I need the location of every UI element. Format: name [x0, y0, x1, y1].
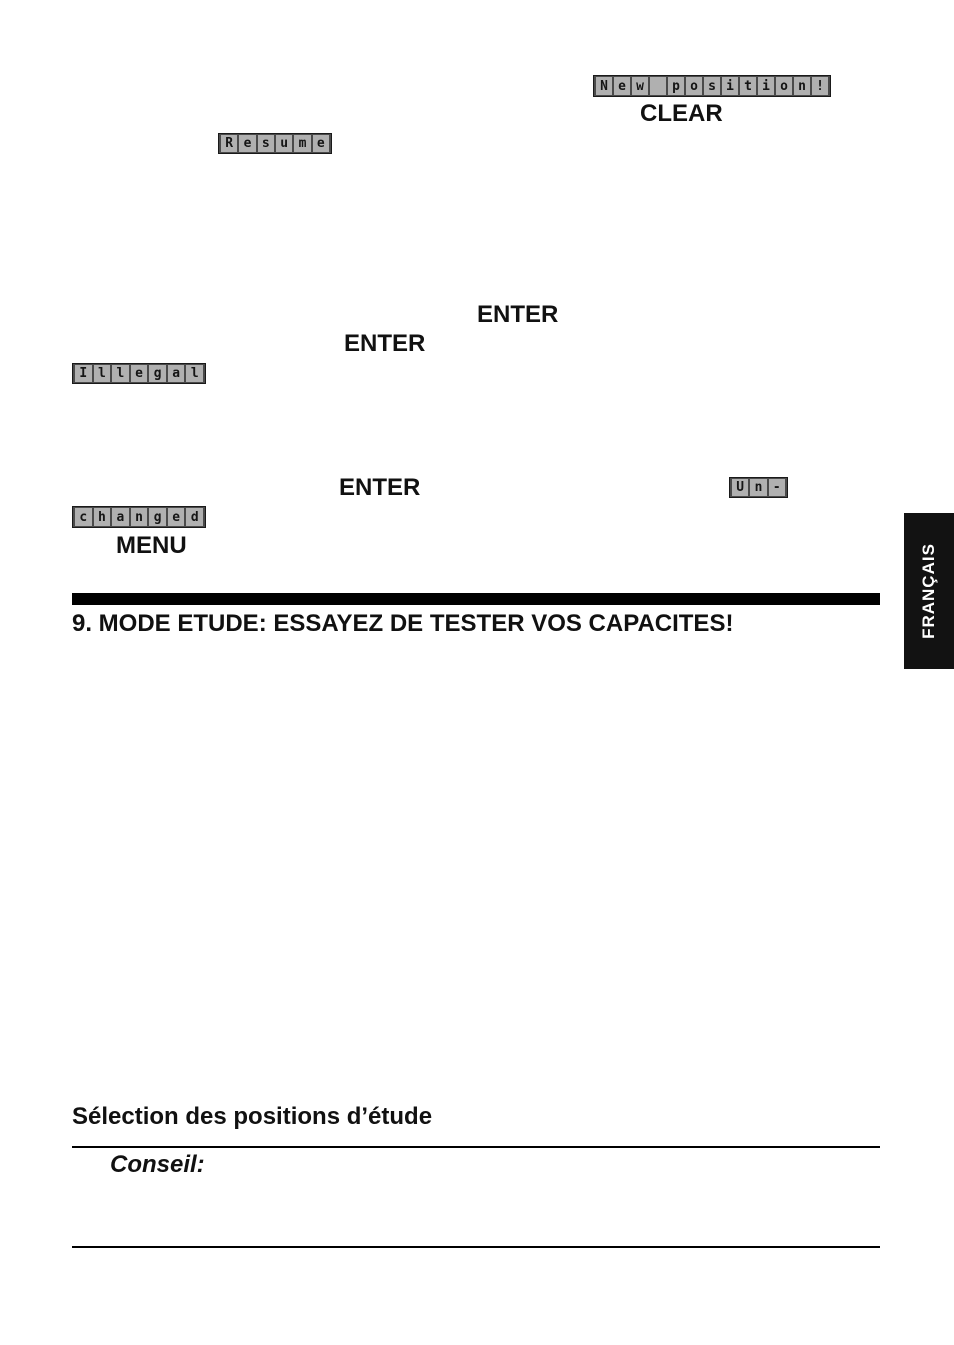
lcd-character: ! [812, 77, 828, 95]
tip-label: Conseil: [110, 1151, 205, 1178]
lcd-character: n [750, 479, 766, 496]
lcd-character: t [740, 77, 756, 95]
lcd-character: e [614, 77, 630, 95]
section-heading: 9. MODE ETUDE: ESSAYEZ DE TESTER VOS CAPACITES! [72, 610, 734, 637]
lcd-character: U [732, 479, 748, 496]
lcd-character: i [722, 77, 738, 95]
language-tab [904, 513, 954, 669]
lcd-character: w [632, 77, 648, 95]
lcd-character: g [149, 365, 166, 382]
lcd-character: e [131, 365, 148, 382]
lcd-character: s [258, 135, 274, 152]
clear-key-label: CLEAR [640, 100, 723, 127]
lcd-display-illegal [72, 363, 206, 384]
tip-box-top-rule [72, 1146, 880, 1148]
lcd-character: o [686, 77, 702, 95]
lcd-character: u [276, 135, 292, 152]
lcd-display-new-position [593, 75, 831, 97]
lcd-character: e [313, 135, 329, 152]
lcd-character: d [186, 508, 203, 526]
lcd-character: R [221, 135, 237, 152]
lcd-character: I [75, 365, 92, 382]
section-divider [72, 593, 880, 605]
language-tab-label: FRANÇAIS [919, 543, 938, 639]
lcd-character: e [239, 135, 255, 152]
lcd-display-resume [218, 133, 332, 154]
lcd-character: l [186, 365, 203, 382]
lcd-character: - [769, 479, 785, 496]
lcd-character: g [149, 508, 166, 526]
lcd-character [650, 77, 666, 95]
lcd-character: n [131, 508, 148, 526]
lcd-character: m [294, 135, 310, 152]
lcd-character: c [75, 508, 92, 526]
lcd-display-un [729, 477, 788, 498]
lcd-character: p [668, 77, 684, 95]
subsection-heading: Sélection des positions d’étude [72, 1103, 433, 1130]
lcd-character: a [168, 365, 185, 382]
enter-key-label: ENTER [344, 330, 426, 357]
lcd-display-changed [72, 506, 206, 528]
lcd-character: N [596, 77, 612, 95]
lcd-character: h [94, 508, 111, 526]
lcd-character: l [94, 365, 111, 382]
lcd-character: a [112, 508, 129, 526]
enter-key-label: ENTER [477, 301, 559, 328]
lcd-character: n [794, 77, 810, 95]
lcd-character: e [168, 508, 185, 526]
menu-key-label: MENU [116, 532, 187, 559]
lcd-character: i [758, 77, 774, 95]
lcd-character: o [776, 77, 792, 95]
tip-box-bottom-rule [72, 1246, 880, 1248]
lcd-character: s [704, 77, 720, 95]
lcd-character: l [112, 365, 129, 382]
enter-key-label: ENTER [339, 474, 421, 501]
